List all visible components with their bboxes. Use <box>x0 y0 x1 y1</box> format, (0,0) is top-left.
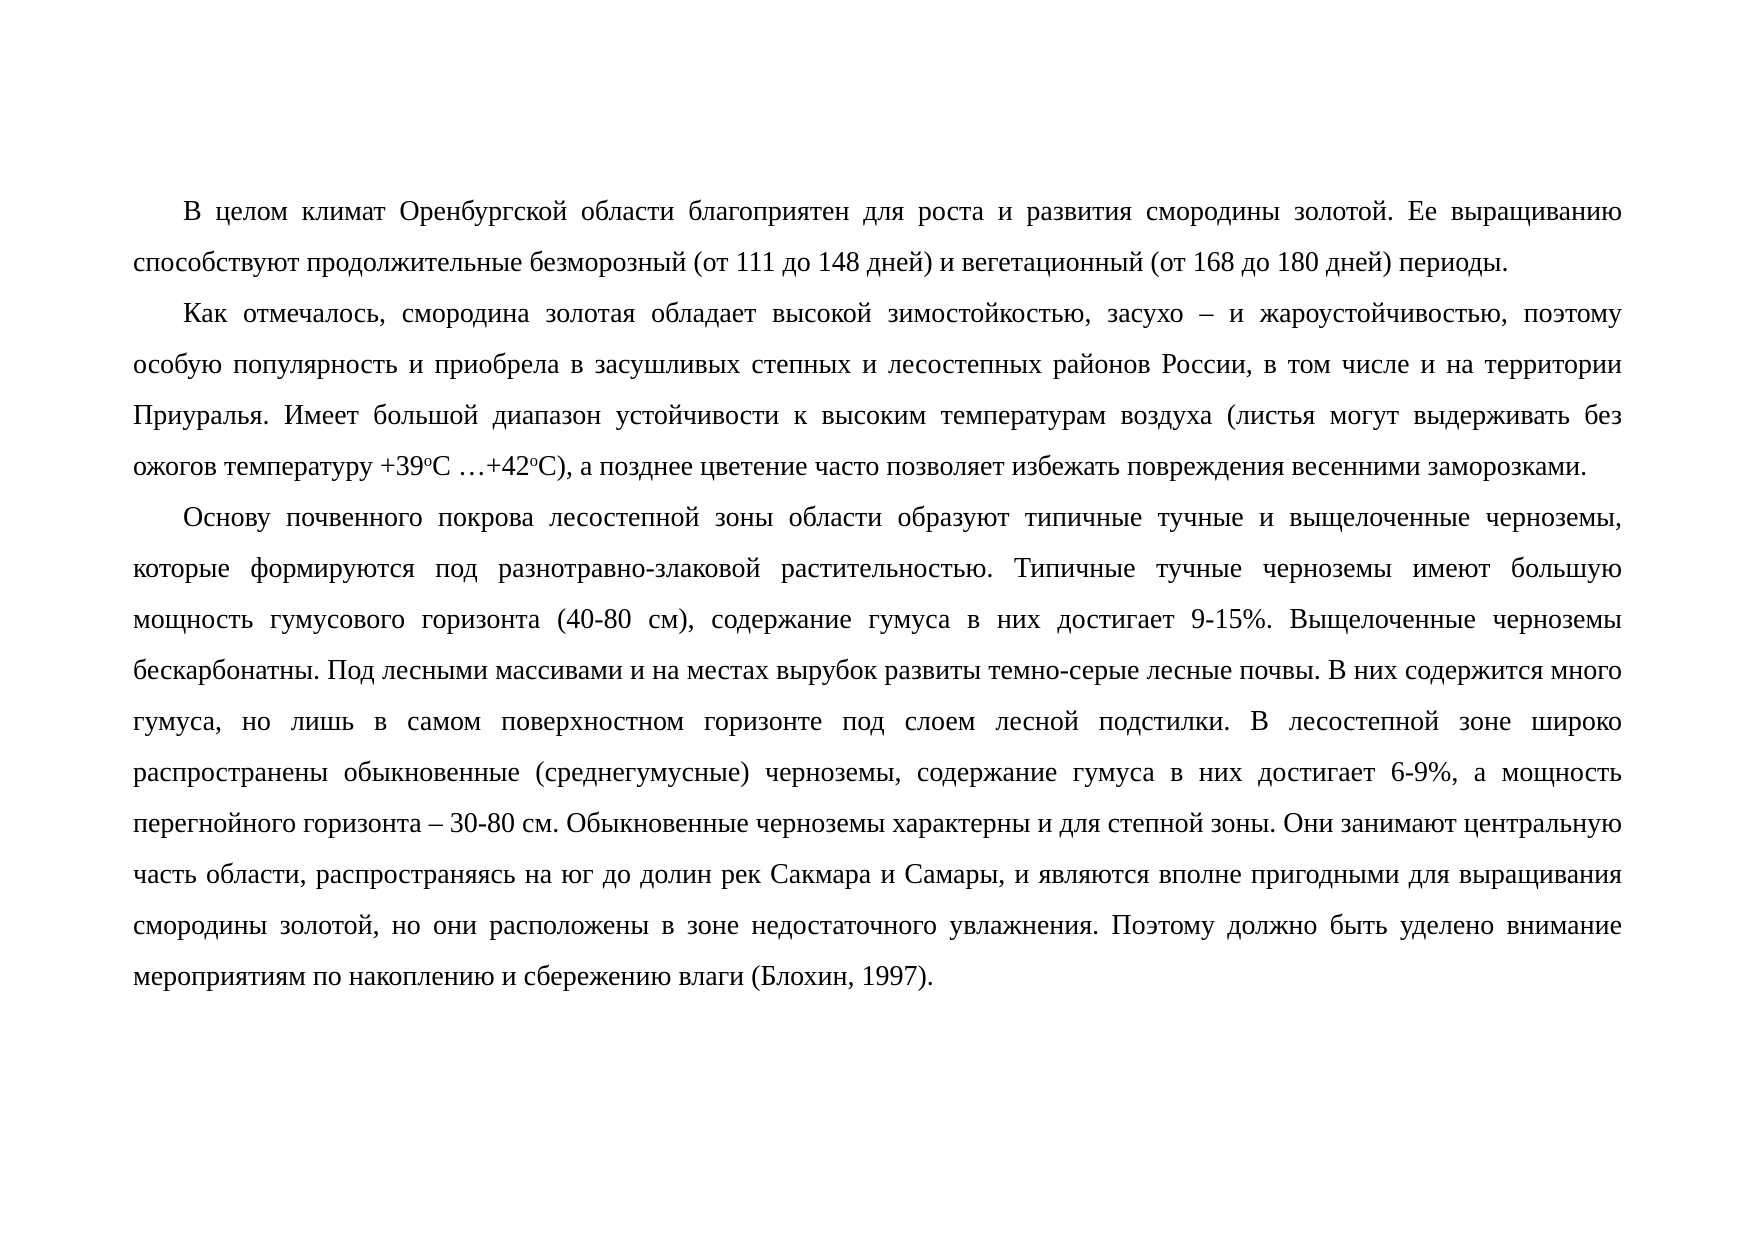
paragraph-hardiness <box>133 288 1622 492</box>
paragraph-hardiness-text-between-temps: С …+42 <box>432 451 530 482</box>
paragraph-hardiness-text-after-temp: С), а позднее цветение часто позволяет избежать повреждения весенними заморозками. <box>538 451 1588 482</box>
degree-superscript: о <box>423 450 433 470</box>
degree-superscript: о <box>529 450 538 470</box>
paragraph-climate: В целом климат Оренбургской области благоприятен для роста и развития смородины золотой. Ее выращиванию способствуют продолжительные безморозный (от 111 до 148 дней) и вегетационный (от 168 до 180 дней) периоды. <box>133 196 1622 278</box>
paragraph-soils: Основу почвенного покрова лесостепной зоны области образуют типичные тучные и выщелоченные черноземы, которые формируются под разнотравно-злаковой растительностью. Типичные тучные черноземы имеют большую мощность гумусового горизонта (40-80 см), содержание гумуса в них достигает 9-15%. Выщелоченные черноземы бескарбонатны. Под лесными массивами и на местах вырубок развиты темно-серые лесные почвы. В них содержится много гумуса, но лишь в самом поверхностном горизонте под слоем лесной подстилки. В лесостепной зоне широко распространены обыкновенные (среднегумусные) черноземы, содержание гумуса в них достигает 6-9%, а мощность перегнойного горизонта – 30-80 см. Обыкновенные черноземы характерны и для степной зоны. Они занимают центральную часть области, распространяясь на юг до долин рек Сакмара и Самары, и являются вполне пригодными для выращивания смородины золотой, но они расположены в зоне недостаточного увлажнения. Поэтому должно быть уделено внимание мероприятиям по накоплению и сбережению влаги (Блохин, 1997). <box>133 502 1622 992</box>
paragraph-hardiness-text-before-temp: Как отмечалось, смородина золотая обладает высокой зимостойкостью, засухо – и жароустойчивостью, поэтому особую популярность и приобрела в засушливых степных и лесостепных районов России, в том числе и на территории Приуралья. Имеет большой диапазон устойчивости к высоким температурам воздуха (листья могут выдерживать без ожогов температуру +39 <box>133 298 1622 482</box>
document-page <box>133 186 1622 1002</box>
